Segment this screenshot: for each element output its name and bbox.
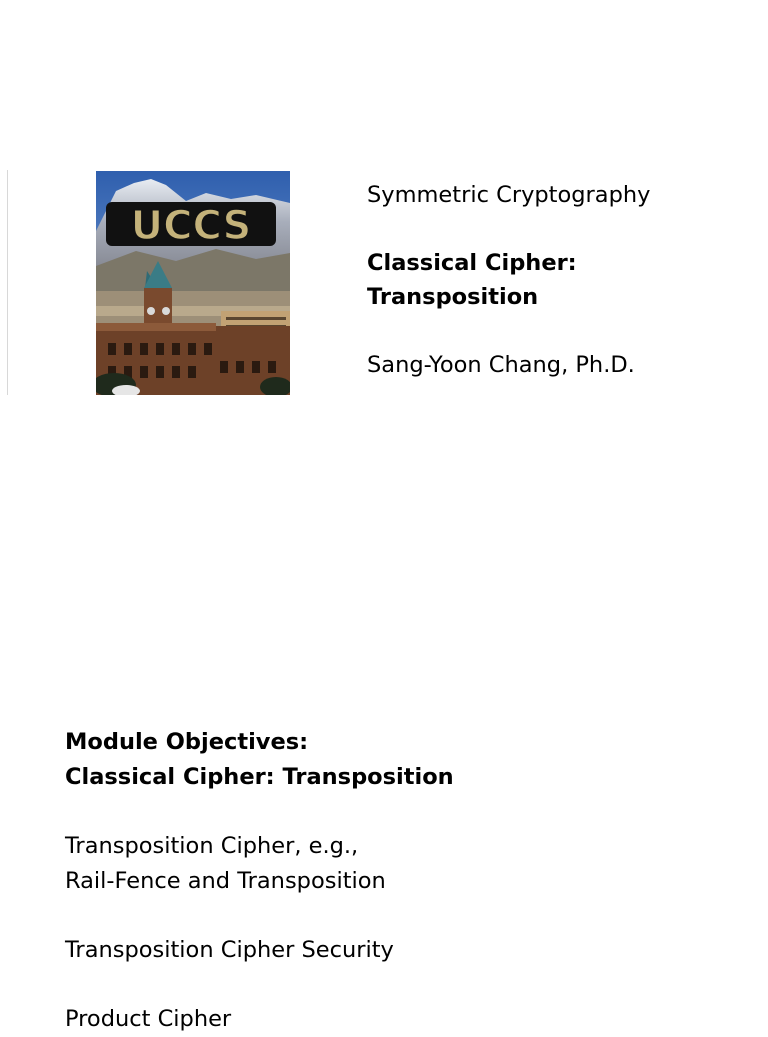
objective-item-1-line-1: Transposition Cipher, e.g., — [65, 833, 359, 859]
slide-edge-divider — [7, 170, 8, 395]
course-name: Symmetric Cryptography — [367, 182, 651, 208]
uccs-logo-text: UCCS — [130, 203, 252, 249]
objective-item-2: Transposition Cipher Security — [65, 937, 394, 963]
author-name: Sang-Yoon Chang, Ph.D. — [367, 352, 635, 378]
objectives-heading-line-2: Classical Cipher: Transposition — [65, 764, 454, 790]
lecture-title-line-2: Transposition — [367, 284, 539, 310]
objective-item-1-line-2: Rail-Fence and Transposition — [65, 868, 386, 894]
module-objectives-slide — [65, 725, 454, 1037]
lecture-title-line-1: Classical Cipher: — [367, 250, 577, 276]
uccs-logo-image — [96, 171, 290, 395]
objectives-heading-line-1: Module Objectives: — [65, 729, 309, 755]
title-slide-text — [367, 178, 650, 382]
uccs-wordmark — [106, 202, 276, 249]
objective-item-3: Product Cipher — [65, 1006, 232, 1032]
